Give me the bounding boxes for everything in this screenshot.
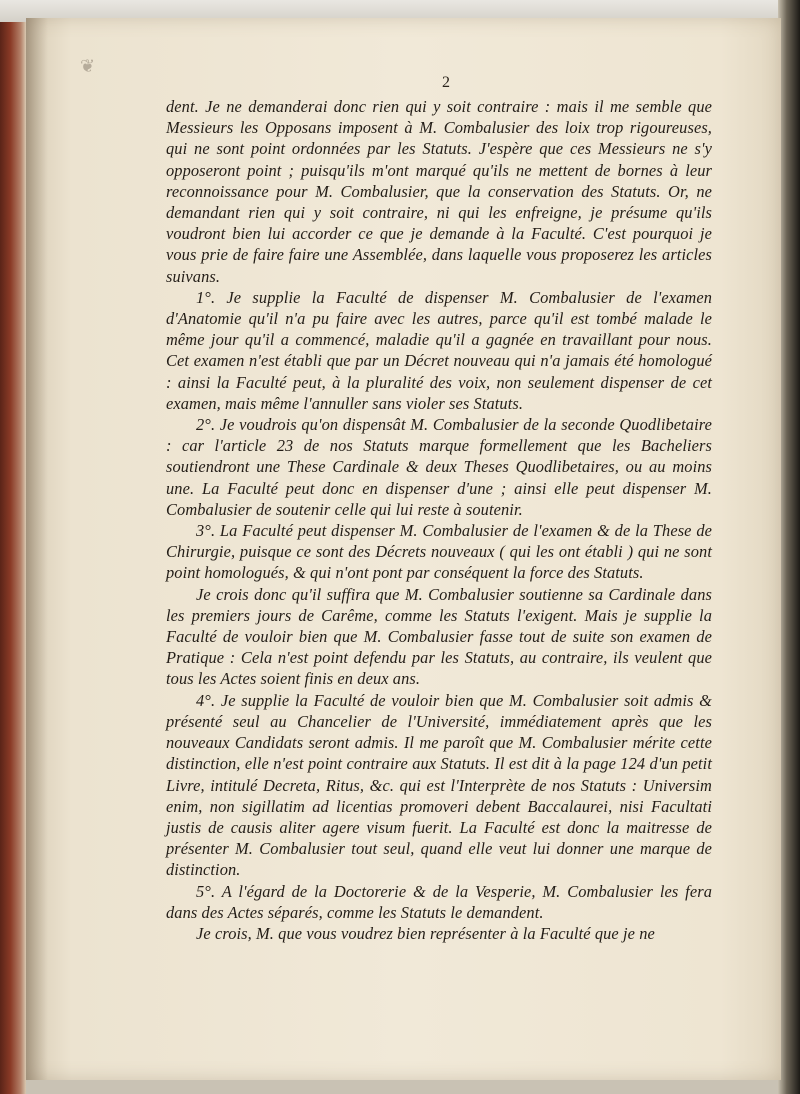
paragraph: 3°. La Faculté peut dispenser M. Combalusier de l'examen & de la These de Chirurgie, puisque ce sont des Décrets nouveaux ( qui les ont établi ) qui ne sont point homologués, & qui n'ont pont par conséquent la force des Statuts.	[166, 521, 712, 583]
paragraph: 4°. Je supplie la Faculté de vouloir bien que M. Combalusier soit admis & présenté seul au Chancelier de l'Université, immédiatement après que les nouveaux Candidats seront admis. Il me paroît que M. Combalusier mérite cette distinction, elle n'est point contraire aux Statuts. Il est dit à la page 124 d'un petit Livre, intitulé Decreta, Ritus, &c. qui est l'Interprète de nos Statuts : Universim enim, non sigillatim ad licentias promoveri debent Baccalaurei, nisi Facultati justis de causis aliter agere visum fuerit. La Faculté est donc la maitresse de présenter M. Combalusier tout seul, quand elle veut lui donner une marque de distinction.	[166, 690, 712, 880]
paragraph: dent. Je ne demanderai donc rien qui y soit contraire : mais il me semble que Messieurs les Opposans imposent à M. Combalusier des loix trop rigoureuses, qui ne sont point ordonnées par les Statuts. J'espère que ces Messieurs ne s'y opposeront point ; puisqu'ils m'ont marqué qu'ils ne mettent de bornes à leur reconnoissance pour M. Combalusier, que la conservation des Statuts. Or, ne demandant rien qui y soit contraire, ni qui les enfreigne, je présume qu'ils voudront bien lui accorder ce que je demande à la Faculté. C'est pourquoi je vous prie de faire faire une Assemblée, dans laquelle vous proposerez les articles suivans.	[166, 97, 712, 286]
page-gutter-shadow	[26, 18, 48, 1080]
paragraph: Je crois, M. que vous voudrez bien représenter à la Faculté que je ne	[196, 923, 655, 943]
paragraph: Je crois donc qu'il suffira que M. Combalusier soutienne sa Cardinale dans les premiers jours de Carême, comme les Statuts l'exigent. Mais je supplie la Faculté de vouloir bien que M. Combalusier fasse tout de suite son examen de Pratique : Cela n'est point defendu par les Statuts, au contraire, ils veulent que tous les Actes soient finis en deux ans.	[166, 584, 712, 689]
paragraph: 2°. Je voudrois qu'on dispensât M. Combalusier de la seconde Quodlibetaire : car l'article 23 de nos Statuts marque formellement que les Bacheliers soutiendront une These Cardinale & deux Theses Quodlibetaires, ou au moins une. La Faculté peut donc en dispenser d'une ; ainsi elle peut dispenser M. Combalusier de soutenir celle qui lui reste à soutenir.	[166, 415, 712, 519]
paragraph: 1°. Je supplie la Faculté de dispenser M. Combalusier de l'examen d'Anatomie qu'il n'a pu faire avec les autres, parce qu'il est tombé malade le même jour qu'il a commencé, maladie qu'il a gagnée en travaillant pour nous. Cet examen n'est établi que par un Décret nouveau qui n'a jamais été homologué : ainsi la Faculté peut, à la pluralité des voix, non seulement dispenser de cet examen, mais même l'annuller sans violer ses Statuts.	[166, 287, 712, 413]
ink-mark-icon: ❦	[80, 56, 96, 76]
body-text	[166, 96, 712, 944]
book-spine-shadow	[778, 0, 800, 1094]
book-cover-edge	[0, 22, 26, 1094]
paragraph: 5°. A l'égard de la Doctorerie & de la Vesperie, M. Combalusier les fera dans des Actes séparés, comme les Statuts le demandent.	[166, 881, 712, 922]
page-number: 2	[442, 74, 450, 91]
